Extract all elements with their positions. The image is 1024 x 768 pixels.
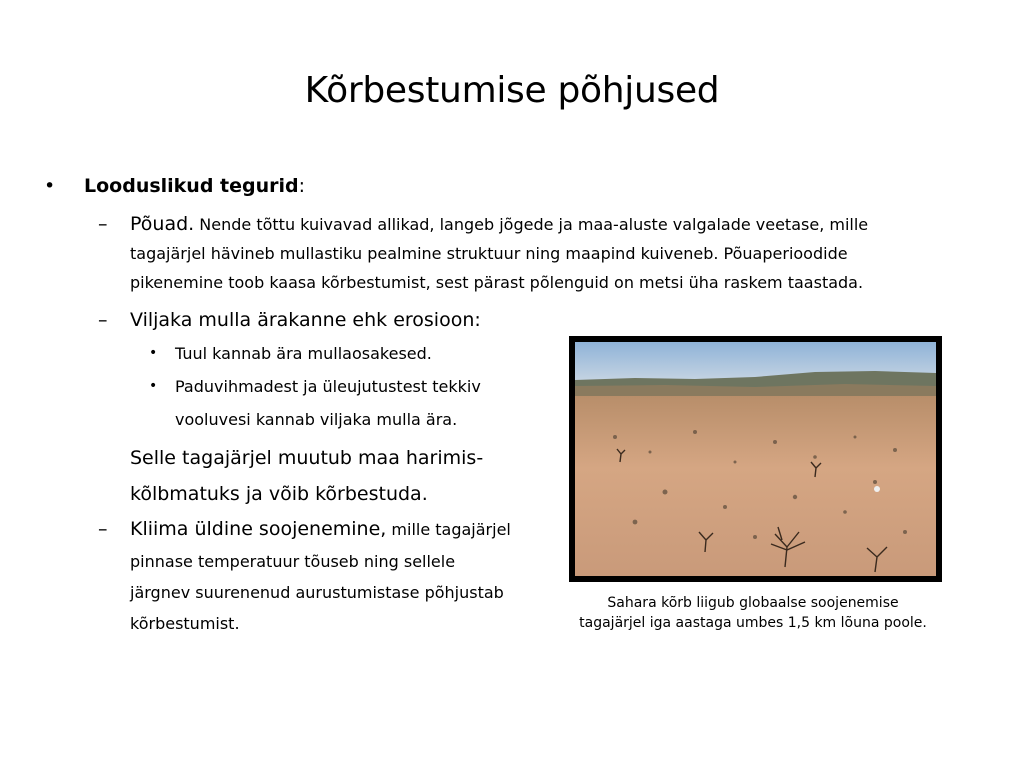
climate-label: Kliima üldine soojenemine, xyxy=(130,518,387,540)
photo-caption-line-2: tagajärjel iga aastaga umbes 1,5 km lõuna poole. xyxy=(579,615,927,631)
climate-line-3: järgnev suurenenud aurustumistase põhjustab xyxy=(130,583,504,602)
climate-line-1 xyxy=(130,518,511,540)
drought-text-1: Nende tõttu kuivavad allikad, langeb jõgede ja maa-aluste valgalade veetase, mille xyxy=(194,215,869,234)
erosion-sub-2-line-1: Paduvihmadest ja üleujutustest tekkiv xyxy=(175,377,481,396)
desert-photo xyxy=(575,342,936,576)
drought-line-1 xyxy=(130,213,868,235)
drought-label: Põuad. xyxy=(130,213,195,235)
desert-photo-frame xyxy=(569,336,942,582)
climate-line-2: pinnase temperatuur tõuseb ning sellele xyxy=(130,552,456,571)
section-heading: Looduslikud tegurid xyxy=(84,175,299,197)
erosion-sub-2-line-2: vooluvesi kannab viljaka mulla ära. xyxy=(175,410,458,429)
sub-bullet-dot-1: • xyxy=(149,345,158,361)
bullet-dot: • xyxy=(44,175,56,197)
drought-line-2: tagajärjel hävineb mullastiku pealmine struktuur ning maapind kuiveneb. Põuaperioodide xyxy=(130,244,848,263)
photo-caption xyxy=(553,593,953,633)
section-heading-colon: : xyxy=(298,175,306,197)
climate-line-4: kõrbestumist. xyxy=(130,614,240,633)
slide-title: Kõrbestumise põhjused xyxy=(304,70,720,111)
sub-bullet-dot-2: • xyxy=(149,378,158,394)
dash-drought: – xyxy=(98,213,108,235)
erosion-sub-1: Tuul kannab ära mullaosakesed. xyxy=(175,344,432,363)
photo-caption-line-1: Sahara kõrb liigub globaalse soojenemise xyxy=(607,595,899,611)
erosion-label: Viljaka mulla ärakanne ehk erosioon: xyxy=(130,309,481,331)
climate-text-1: mille tagajärjel xyxy=(386,520,511,539)
dash-climate: – xyxy=(98,518,108,540)
dash-erosion: – xyxy=(98,309,108,331)
erosion-result-line-2: kõlbmatuks ja võib kõrbestuda. xyxy=(130,483,428,505)
drought-line-3: pikenemine toob kaasa kõrbestumist, sest pärast põlenguid on metsi üha raskem taastada. xyxy=(130,273,864,292)
erosion-result-line-1: Selle tagajärjel muutub maa harimis- xyxy=(130,447,484,469)
